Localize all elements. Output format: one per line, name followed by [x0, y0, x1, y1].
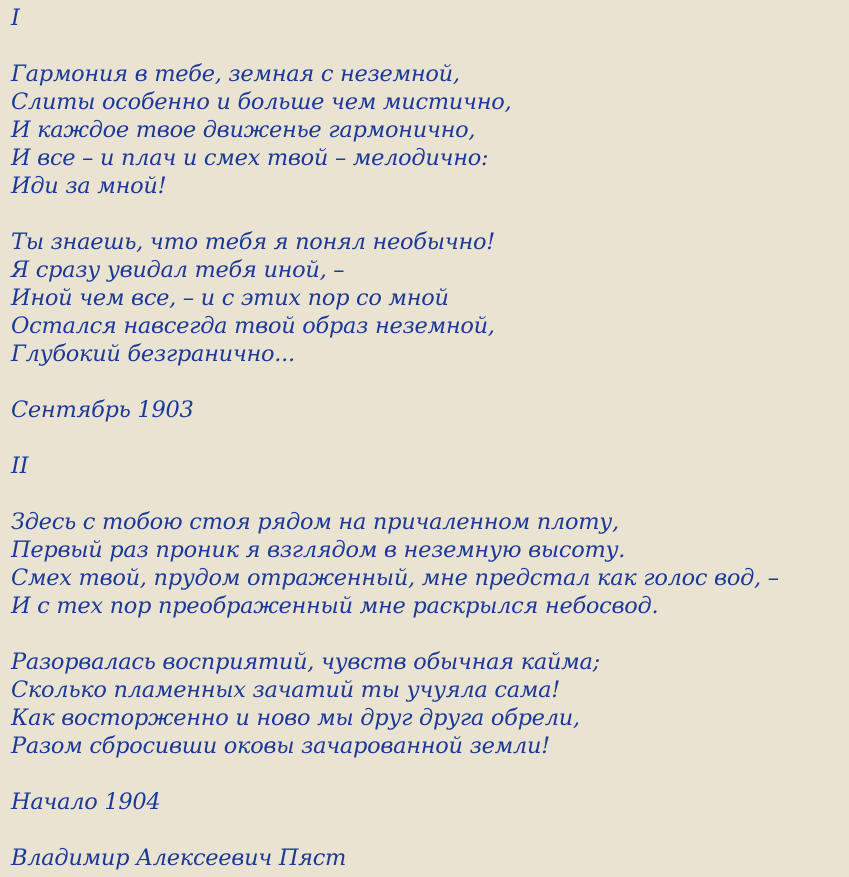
verse-line: Глубокий безгранично...	[11, 341, 295, 367]
verse-line: Иди за мной!	[11, 173, 167, 199]
verse-line: И каждое твое движенье гармонично,	[11, 117, 476, 143]
blank-line	[11, 368, 849, 396]
blank-line	[11, 32, 849, 60]
blank-line	[11, 620, 849, 648]
blank-line	[11, 480, 849, 508]
verse-line: И все – и плач и смех твой – мелодично:	[11, 145, 489, 171]
verse-line: Разорвалась восприятий, чувств обычная кайма;	[11, 649, 600, 675]
blank-line	[11, 816, 849, 844]
part-two-date: Начало 1904	[11, 789, 161, 815]
part-one-numeral: I	[11, 5, 20, 31]
verse-line: Я сразу увидал тебя иной, –	[11, 257, 345, 283]
verse-line: Гармония в тебе, земная с неземной,	[11, 61, 460, 87]
verse-line: Слиты особенно и больше чем мистично,	[11, 89, 512, 115]
blank-line	[11, 760, 849, 788]
verse-line: Здесь с тобою стоя рядом на причаленном плоту,	[11, 509, 619, 535]
verse-line: И с тех пор преображенный мне раскрылся небосвод.	[11, 593, 659, 619]
verse-line: Остался навсегда твой образ неземной,	[11, 313, 495, 339]
part-two-numeral: II	[11, 453, 29, 479]
verse-line: Первый раз проник я взглядом в неземную высоту.	[11, 537, 626, 563]
verse-line: Разом сбросивши оковы зачарованной земли!	[11, 733, 550, 759]
blank-line	[11, 424, 849, 452]
verse-line: Как восторженно и ново мы друг друга обрели,	[11, 705, 580, 731]
author-signature: Владимир Алексеевич Пяст	[11, 845, 347, 871]
blank-line	[11, 200, 849, 228]
verse-line: Сколько пламенных зачатий ты учуяла сама!	[11, 677, 561, 703]
verse-line: Ты знаешь, что тебя я понял необычно!	[11, 229, 495, 255]
part-one-date: Сентябрь 1903	[11, 397, 194, 423]
verse-line: Иной чем все, – и с этих пор со мной	[11, 285, 449, 311]
verse-line: Смех твой, прудом отраженный, мне предстал как голос вод, –	[11, 565, 779, 591]
